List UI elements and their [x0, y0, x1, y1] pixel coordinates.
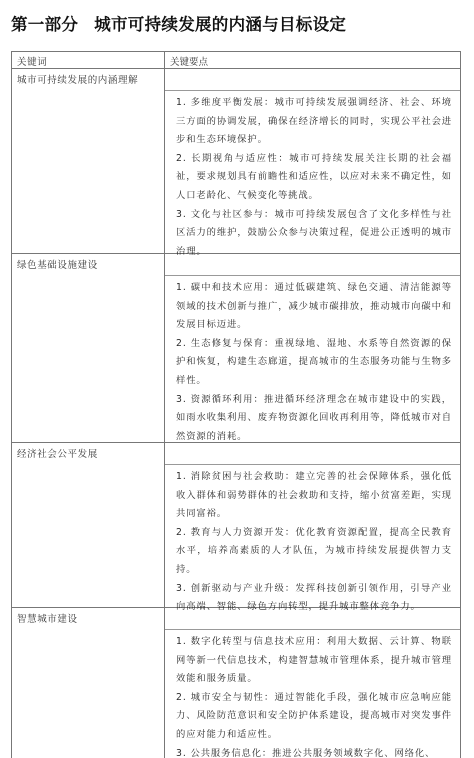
keypoint-item: 2. 教育与人力资源开发：优化教育资源配置，提高全民教育水平，培养高素质的人才队伍，为城市持续发展提供智力支持。: [176, 526, 452, 575]
keypoints-subheader: [165, 254, 460, 276]
section-title: 城市可持续发展的内涵与目标设定: [94, 15, 347, 34]
table-row: [12, 254, 460, 443]
section-heading: [11, 11, 463, 35]
keypoint-item: 3. 文化与社区参与：城市可持续发展包含了文化多样性与社区活力的维护，鼓励公众参与决策过程，促进公正透明的城市治理。: [176, 208, 452, 257]
keypoints-subheader: [165, 69, 460, 91]
keypoints-table: [11, 51, 461, 758]
table-row: [12, 69, 460, 257]
row-keyword: 城市可持续发展的内涵理解: [12, 69, 165, 253]
table-row: [12, 608, 460, 758]
table-header-row: [12, 52, 460, 69]
keypoints-subheader: [165, 443, 460, 465]
row-keypoints: [165, 69, 460, 257]
section-part-label: 第一部分: [11, 15, 79, 34]
keypoints-text: [165, 276, 460, 450]
keypoint-item: 1. 数字化转型与信息技术应用：利用大数据、云计算、物联网等新一代信息技术，构建智慧城市管理体系，提升城市管理效能和服务质量。: [176, 636, 452, 685]
keypoint-item: 2. 生态修复与保育：重视绿地、湿地、水系等自然资源的保护和恢复，构建生态廊道，提高城市的生态服务功能与生物多样性。: [176, 337, 452, 386]
row-keypoints: [165, 254, 460, 442]
row-keypoints: [165, 608, 460, 758]
header-keyword: 关键词: [12, 52, 165, 68]
row-keyword: 绿色基础设施建设: [12, 254, 165, 442]
keypoints-text: [165, 630, 460, 758]
keypoint-item: 3. 公共服务信息化：推进公共服务领域数字化、网络化、: [176, 747, 436, 758]
keypoint-item: 1. 多维度平衡发展：城市可持续发展强调经济、社会、环境三方面的协调发展，确保在经济增长的同时，实现公平社会进步和生态环境保护。: [176, 97, 452, 146]
keypoints-text: [165, 465, 460, 621]
keypoint-item: 2. 长期视角与适应性：城市可持续发展关注长期的社会福祉，要求规划具有前瞻性和适应性，以应对未来不确定性，如人口老龄化、气候变化等挑战。: [176, 152, 452, 201]
keypoint-item: 3. 创新驱动与产业升级：发挥科技创新引领作用，引导产业向高端、智能、绿色方向转型，提升城市整体竞争力。: [176, 582, 452, 613]
row-keypoints: [165, 443, 460, 613]
table-row: [12, 443, 460, 613]
row-keyword: 智慧城市建设: [12, 608, 165, 758]
keypoint-item: 3. 资源循环利用：推进循环经济理念在城市建设中的实践，如雨水收集利用、废弃物资源化回收再利用等，降低城市对自然资源的消耗。: [176, 393, 452, 442]
row-keyword: 经济社会公平发展: [12, 443, 165, 607]
keypoint-item: 1. 碳中和技术应用：通过低碳建筑、绿色交通、清洁能源等领域的技术创新与推广，减少城市碳排放，推动城市向碳中和发展目标迈进。: [176, 282, 452, 331]
keypoints-subheader: [165, 608, 460, 630]
header-keypoints: 关键要点: [170, 57, 209, 68]
keypoint-item: 1. 消除贫困与社会救助：建立完善的社会保障体系，强化低收入群体和弱势群体的社会救助和支持，缩小贫富差距，实现共同富裕。: [176, 471, 452, 520]
keypoints-text: [165, 91, 460, 265]
keypoint-item: 2. 城市安全与韧性：通过智能化手段，强化城市应急响应能力、风险防范意识和安全防护体系建设，提高城市对突发事件的应对能力和适应性。: [176, 691, 452, 740]
